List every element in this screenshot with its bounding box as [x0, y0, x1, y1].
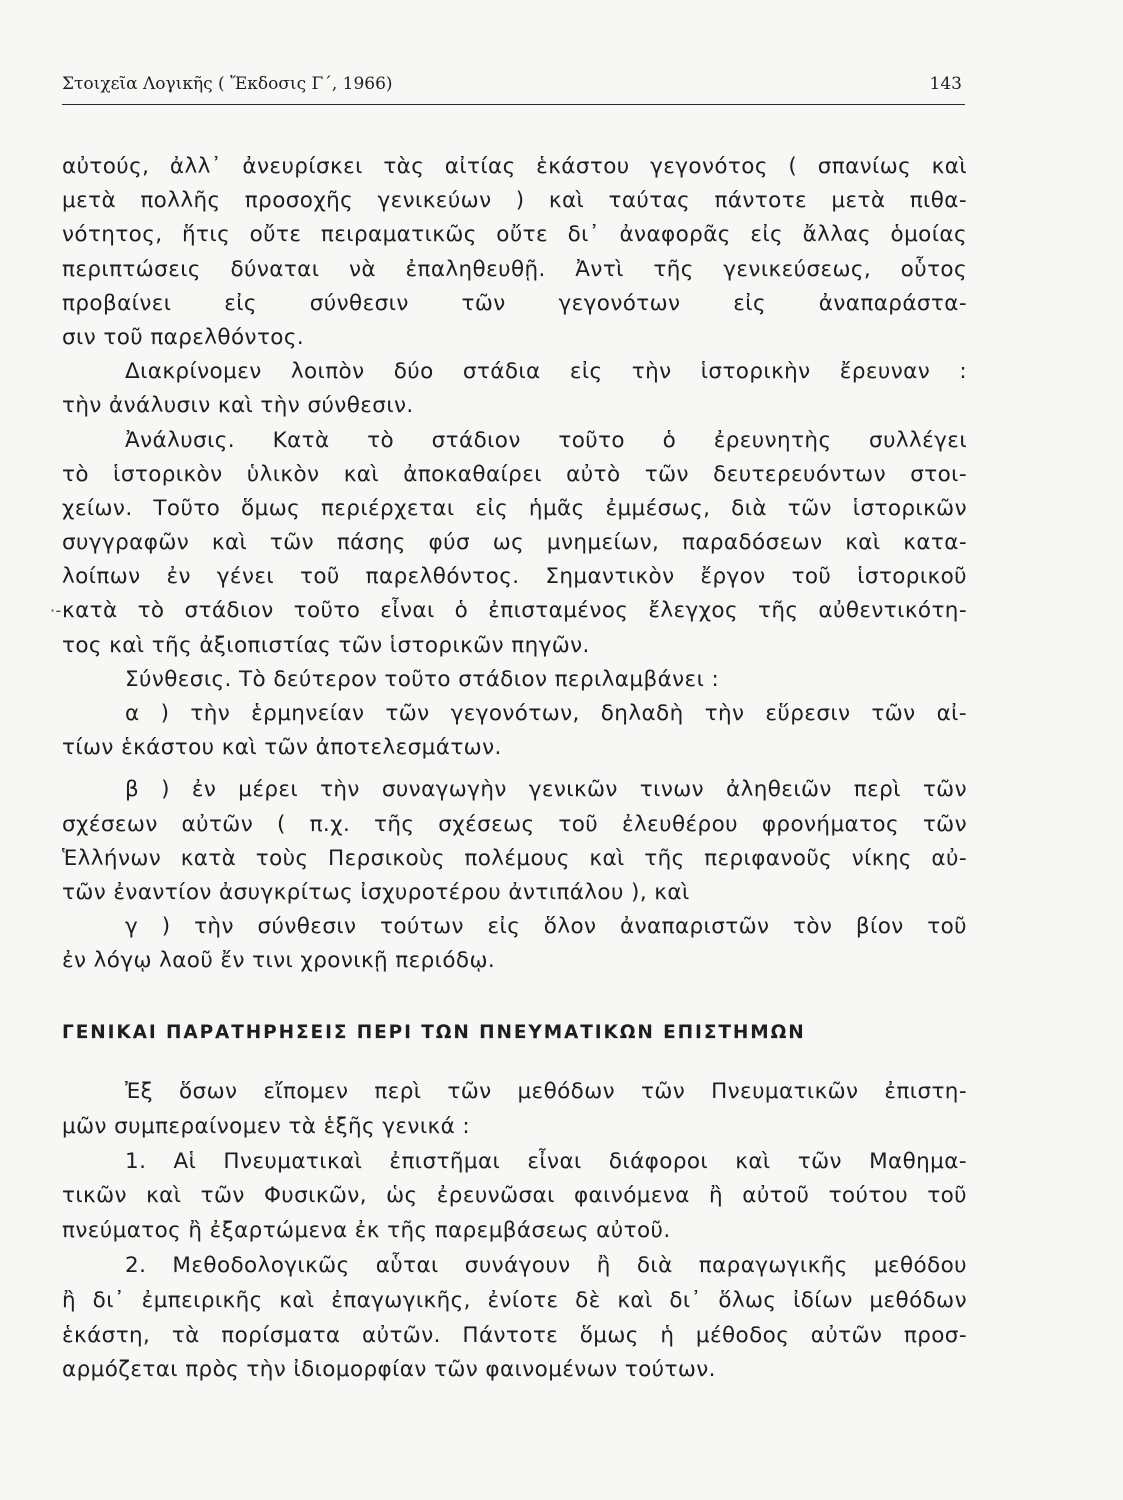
text-line: μῶν συμπεραίνομεν τὰ ἑξῆς γενικά : — [62, 1113, 471, 1139]
text-line: 1. Αἱ Πνευματικαὶ ἐπιστῆμαι εἶναι διάφοροι καὶ τῶν Μαθημα- — [125, 1148, 967, 1174]
text-line: τος καὶ τῆς ἀξιοπιστίας τῶν ἱστορικῶν πηγῶν. — [62, 632, 590, 658]
text-line — [50, 594, 967, 628]
text-line: τίων ἑκάστου καὶ τῶν ἀποτελεσμάτων. — [62, 735, 502, 761]
text-line: λοίπων ἐν γένει τοῦ παρελθόντος. Σημαντικὸν ἔργον τοῦ ἱστορικοῦ — [62, 564, 967, 590]
section-heading: ΓΕΝΙΚΑΙ ΠΑΡΑΤΗΡΗΣΕΙΣ ΠΕΡΙ ΤΩΝ ΠΝΕΥΜΑΤΙΚΩΝ ΕΠΙΣΤΗΜΩΝ — [62, 1022, 806, 1043]
text-line: τὴν ἀνάλυσιν καὶ τὴν σύνθεσιν. — [62, 393, 414, 419]
text-line: β ) ἐν μέρει τὴν συναγωγὴν γενικῶν τινων ἀληθειῶν περὶ τῶν — [125, 777, 967, 803]
body-text — [50, 150, 967, 979]
section-body — [62, 1075, 967, 1388]
text-line: μετὰ πολλῆς προσοχῆς γενικεύων ) καὶ ταύτας πάντοτε μετὰ πιθα- — [62, 188, 967, 214]
text-line-content: κατὰ τὸ στάδιον τοῦτο εἶναι ὁ ἐπισταμένος ἔλεγχος τῆς αὐθεντικότη- — [62, 598, 967, 624]
text-line: Ἐξ ὅσων εἴπομεν περὶ τῶν μεθόδων τῶν Πνευματικῶν ἐπιστη- — [125, 1079, 967, 1104]
text-line: τικῶν καὶ τῶν Φυσικῶν, ὡς ἐρευνῶσαι φαινόμενα ἢ αὐτοῦ τούτου τοῦ — [62, 1183, 967, 1209]
running-header — [62, 74, 962, 104]
text-line: αρμόζεται πρὸς τὴν ἰδιομορφίαν τῶν φαινομένων τούτων. — [62, 1357, 716, 1383]
text-line: γ ) τὴν σύνθεσιν τούτων εἰς ὅλον ἀναπαριστῶν τὸν βίον τοῦ — [125, 914, 967, 940]
text-line: τῶν ἐναντίον ἀσυγκρίτως ἰσχυροτέρου ἀντιπάλου ), καὶ — [62, 879, 690, 905]
text-line: Σύνθεσις. Τὸ δεύτερον τοῦτο στάδιον περιλαμβάνει : — [125, 666, 720, 692]
running-title: Στοιχεῖα Λογικῆς ( Ἔκδοσις Γ΄, 1966) — [62, 74, 393, 94]
text-line: Ἀνάλυσις. Κατὰ τὸ στάδιον τοῦτο ὁ ἐρευνητὴς συλλέγει — [125, 427, 967, 453]
text-line: συγγραφῶν καὶ τῶν πάσης φύσ ως μνημείων, παραδόσεων καὶ κατα- — [62, 530, 967, 556]
text-line: χείων. Τοῦτο ὅμως περιέρχεται εἰς ἡμᾶς ἐμμέσως, διὰ τῶν ἱστορικῶν — [62, 495, 967, 521]
text-line: τὸ ἱστορικὸν ὑλικὸν καὶ ἀποκαθαίρει αὐτὸ τῶν δευτερευόντων στοι- — [62, 461, 967, 487]
text-line: Διακρίνομεν λοιπὸν δύο στάδια εἰς τὴν ἱστορικὴν ἔρευναν : — [125, 359, 967, 385]
text-line: α ) τὴν ἑρμηνείαν τῶν γεγονότων, δηλαδὴ τὴν εὕρεσιν τῶν αἰ- — [125, 701, 967, 726]
text-line: προβαίνει εἰς σύνθεσιν τῶν γεγονότων εἰς ἀναπαράστα- — [62, 290, 967, 316]
text-line: περιπτώσεις δύναται νὰ ἐπαληθευθῇ. Ἀντὶ τῆς γενικεύσεως, οὗτος — [62, 256, 967, 282]
margin-mark: ·- — [50, 601, 62, 621]
text-line: αὐτούς, ἀλλ᾿ ἀνευρίσκει τὰς αἰτίας ἑκάστου γεγονότος ( σπανίως καὶ — [62, 154, 967, 179]
text-line: σιν τοῦ παρελθόντος. — [62, 324, 305, 350]
page-number: 143 — [929, 74, 962, 94]
text-line: σχέσεων αὐτῶν ( π.χ. τῆς σχέσεως τοῦ ἐλευθέρου φρονήματος τῶν — [62, 811, 967, 837]
header-rule — [62, 104, 965, 105]
text-line: ἐν λόγῳ λαοῦ ἔν τινι χρονικῇ περιόδῳ. — [62, 948, 496, 974]
text-line: 2. Μεθοδολογικῶς αὗται συνάγουν ἢ διὰ παραγωγικῆς μεθόδου — [125, 1252, 967, 1278]
text-line: Ἑλλήνων κατὰ τοὺς Περσικοὺς πολέμους καὶ τῆς περιφανοῦς νίκης αὐ- — [62, 845, 967, 871]
text-line: νότητος, ἥτις οὔτε πειραματικῶς οὔτε δι᾿ ἀναφορᾶς εἰς ἄλλας ὁμοίας — [62, 222, 967, 248]
text-line: ἑκάστη, τὰ πορίσματα αὐτῶν. Πάντοτε ὅμως ἡ μέθοδος αὐτῶν προσ- — [62, 1322, 967, 1348]
text-line: ἢ δι᾿ ἐμπειρικῆς καὶ ἐπαγωγικῆς, ἐνίοτε δὲ καὶ δι᾿ ὅλως ἰδίων μεθόδων — [62, 1287, 967, 1313]
text-line: πνεύματος ἢ ἐξαρτώμενα ἐκ τῆς παρεμβάσεως αὐτοῦ. — [62, 1218, 671, 1244]
